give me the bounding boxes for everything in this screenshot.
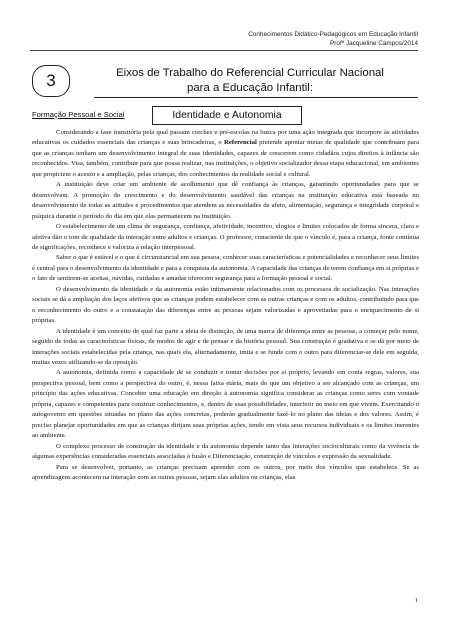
chapter-number: 3	[46, 71, 56, 90]
emphasis-text: Referencial	[224, 139, 257, 147]
paragraph: Para se desenvolver, portanto, as crianças precisam aprender com os outros, por meio dos vínculos que estabelece. Se as aprendizagens acontecem na interação com as outras pessoas, sejam elas adultos ou crianças, elas	[32, 463, 419, 481]
topic-heading: Identidade e Autonomia	[172, 110, 282, 121]
paragraph: A autonomia, definida como a capacidade de se conduzir e tomar decisões por si próprio, levando em conta regras, valores, sua perspectiva pessoal, bem como a perspectiva do outro, é, nessa faixa etária, mais do que um objetivo a ser alcançado com as crianças, um princípio das ações educativas. Conceber uma educação em direção à autonomia significa considerar as crianças como seres com vontade própria, capazes e competentes para construir conhecimentos, e, dentro de suas possibilidades, interferir no meio em que vivem. Exercitando o autogoverno em questões situadas no plano das ações concretas, poderão gradualmente fazê-lo no plano das ideias e dos valores. Assim, é preciso planejar oportunidades em que as crianças dirijam suas próprias ações, tendo em vista seus recursos individuais e os limites inerentes ao ambiente.	[32, 369, 419, 440]
header-author: Profª Jacqueline Campos/2014	[330, 40, 418, 47]
chapter-title-line2: para a Educação Infantil:	[186, 81, 313, 94]
paragraph-text: Considerando a fase transitória pela qual passam creches e pré-escolas na busca por uma ação integrada que incorpore às atividades educativas os cuidados essenciais das crianças e suas brincadeiras, o	[32, 129, 419, 147]
title-divider	[94, 97, 418, 98]
paragraph: A instituição deve criar um ambiente de acolhimento que dê confiança às crianças, garantindo oportunidades para que se desenvolvam. A promoção do crescimento e do desenvolvimento saudável das crianças na instituição educativa está baseada no desenvolvimento de todas as atitudes e procedimentos que atendem as necessidades de afeto, alimentação, segurança e integridade corporal e psíquica durante o período do dia em que elas permanecem na instituição.	[32, 181, 419, 220]
chapter-number-badge	[32, 65, 70, 97]
paragraph	[32, 128, 419, 180]
header-course-title: Conhecimentos Didático-Pedagógicos em Educação Infantil	[248, 31, 418, 38]
chapter-title-line1: Eixos de Trabalho do Referencial Curricular Nacional	[116, 67, 384, 79]
topic-heading-box	[152, 106, 302, 125]
section-label: Formação Pessoal e Social	[32, 110, 125, 119]
paragraph: O estabelecimento de um clima de segurança, confiança, afetividade, incentivo, elogios e limites colocados de forma sincera, clara e afetiva dão o tom de qualidade da interação entre adultos e crianças. O professor, consciente de que o vínculo é, para a criança, fonte contínua de significações, reconhece e valoriza a relação interpessoal.	[32, 223, 419, 251]
page-number: 1	[414, 597, 418, 604]
paragraph: Saber o que é estável e o que é circunstancial em sua pessoa, conhecer suas características e potencialidades e reconhecer seus limites é central para o desenvolvimento da identidade e para a conquista da autonomia. A capacidade das crianças de terem confiança em si próprias e o fato de sentirem-se aceitas, ouvidas, cuidadas e amadas oferecem segurança para a formação pessoal e social.	[32, 254, 419, 283]
chapter-title	[80, 66, 420, 95]
document-body	[32, 128, 419, 483]
paragraph-text: pretende apontar metas de qualidade que contribuam para que as crianças tenham um desenvolvimento integral de suas identidades, capazes de crescerem como cidadãos cujos direitos à infância são reconhecidos. Visa, também, contribuir para que possa realizar, nas instituições, o objetivo socializador dessa etapa educacional, em ambientes que propiciem o acesso e a ampliação, pelas crianças, dos conhecimentos da realidade social e cultural.	[32, 139, 420, 178]
paragraph: O complexo processo de construção da identidade e da autonomia depende tanto das interações socioculturais como da vivência de algumas experiências consideradas essenciais associadas à fusão e Diferenciação, construção de vínculos e expressão da sexualidade.	[32, 442, 419, 461]
page-header	[248, 30, 418, 48]
header-divider	[30, 50, 418, 51]
paragraph: A identidade é um conceito do qual faz parte a ideia de distinção, de uma marca de diferença entre as pessoas, a começar pelo nome, seguido de todas as características físicas, de modos de agir e de pensar e da história pessoal. Sua construção é gradativa e se dá por meio de interações sociais estabelecidas pela criança, nas quais ela, alternadamente, imita e se funde com o outro para diferenciar-se dele em seguida, muitas vezes utilizando-se da oposição.	[32, 327, 419, 366]
paragraph: O desenvolvimento da identidade e da autonomia estão intimamente relacionados com os processos de socialização. Nas interações sociais se dá a ampliação dos laços afetivos que as crianças podem estabelecer com as outras crianças e com os adultos, contribuindo para que o reconhecimento do outro e a constatação das diferenças entre as pessoas sejam valorizadas e aproveitadas para o enriquecimento de si próprias.	[32, 285, 419, 325]
